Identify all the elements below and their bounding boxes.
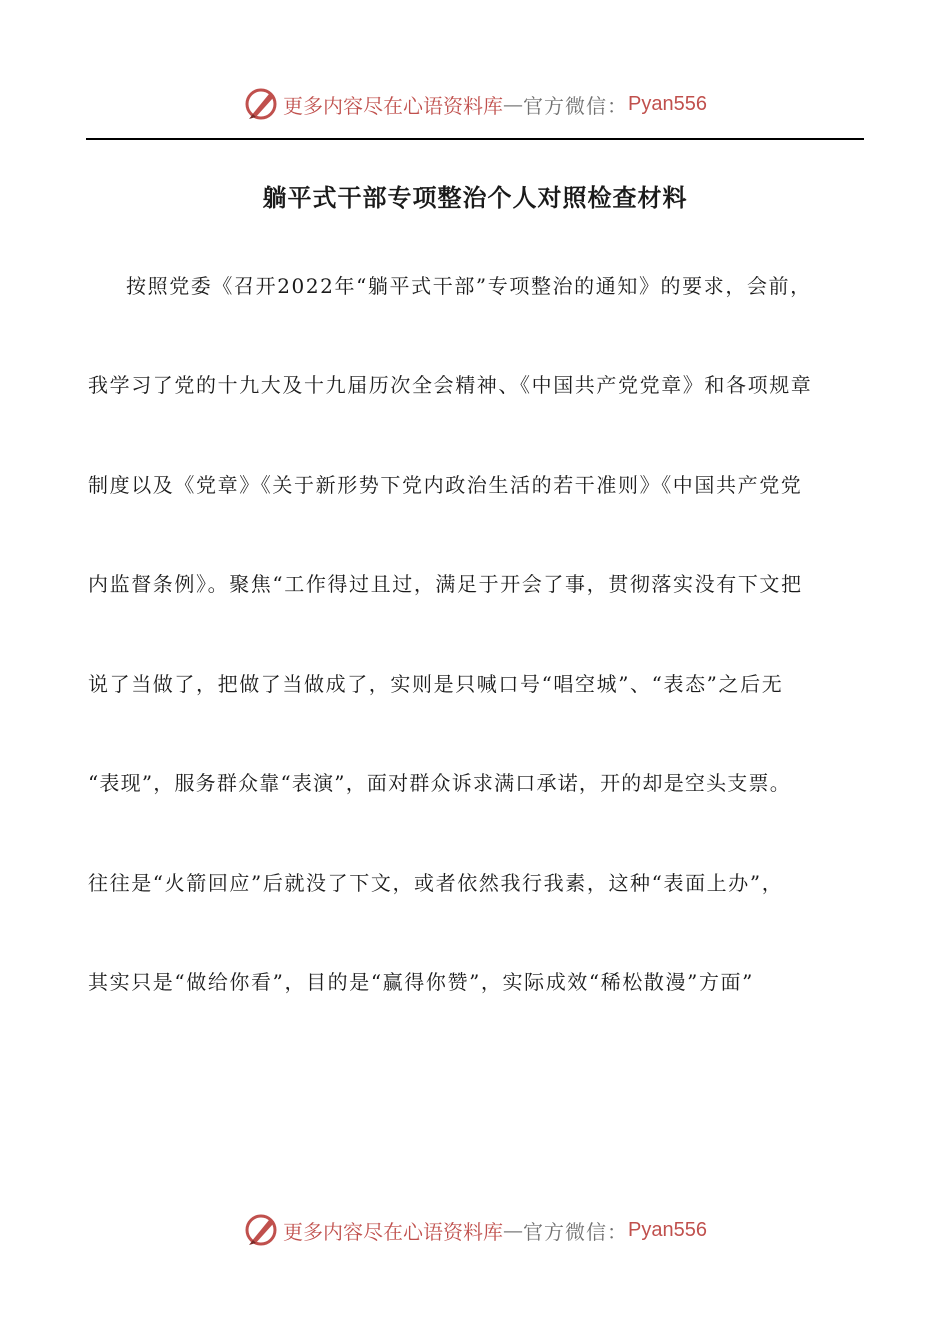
footer-brand-text: 更多内容尽在心语资料库 <box>283 1219 504 1244</box>
pen-circle-logo-icon <box>243 1212 279 1248</box>
body-line: 我学习了党的十九大及十九届历次全会精神、《中国共产党党章》和各项规章 <box>88 373 813 397</box>
body-line: 往往是“火箭回应”后就没了下文，或者依然我行我素，这种“表面上办”， <box>88 871 784 895</box>
header-brand-text: 更多内容尽在心语资料库 <box>283 93 504 118</box>
header-divider <box>86 138 864 140</box>
body-line: 按照党委《召开2022年“躺平式干部”专项整治的通知》的要求，会前， <box>126 274 812 298</box>
body-line: 内监督条例》。聚焦“工作得过且过，满足于开会了事，贯彻落实没有下文把 <box>88 572 803 596</box>
footer-wechat-id: Pyan556 <box>628 1218 707 1241</box>
document-title: 躺平式干部专项整治个人对照检查材料 <box>262 184 688 212</box>
header-dash: — <box>503 92 524 116</box>
pen-circle-logo-icon <box>243 86 279 122</box>
header-label-text: 官方微信： <box>523 93 629 118</box>
footer-label-text: 官方微信： <box>523 1219 629 1244</box>
header-wechat-id: Pyan556 <box>628 92 707 115</box>
body-line: 制度以及《党章》《关于新形势下党内政治生活的若干准则》《中国共产党党 <box>88 473 803 497</box>
body-line: “表现”，服务群众靠“表演”，面对群众诉求满口承诺，开的却是空头支票。 <box>88 771 791 795</box>
footer-dash: — <box>503 1218 524 1242</box>
header-banner <box>0 84 950 124</box>
body-line: 说了当做了，把做了当做成了，实则是只喊口号“唱空城”、“表态”之后无 <box>88 672 784 696</box>
footer-banner <box>0 1210 950 1250</box>
body-line: 其实只是“做给你看”，目的是“赢得你赞”，实际成效“稀松散漫”方面” <box>88 970 754 994</box>
